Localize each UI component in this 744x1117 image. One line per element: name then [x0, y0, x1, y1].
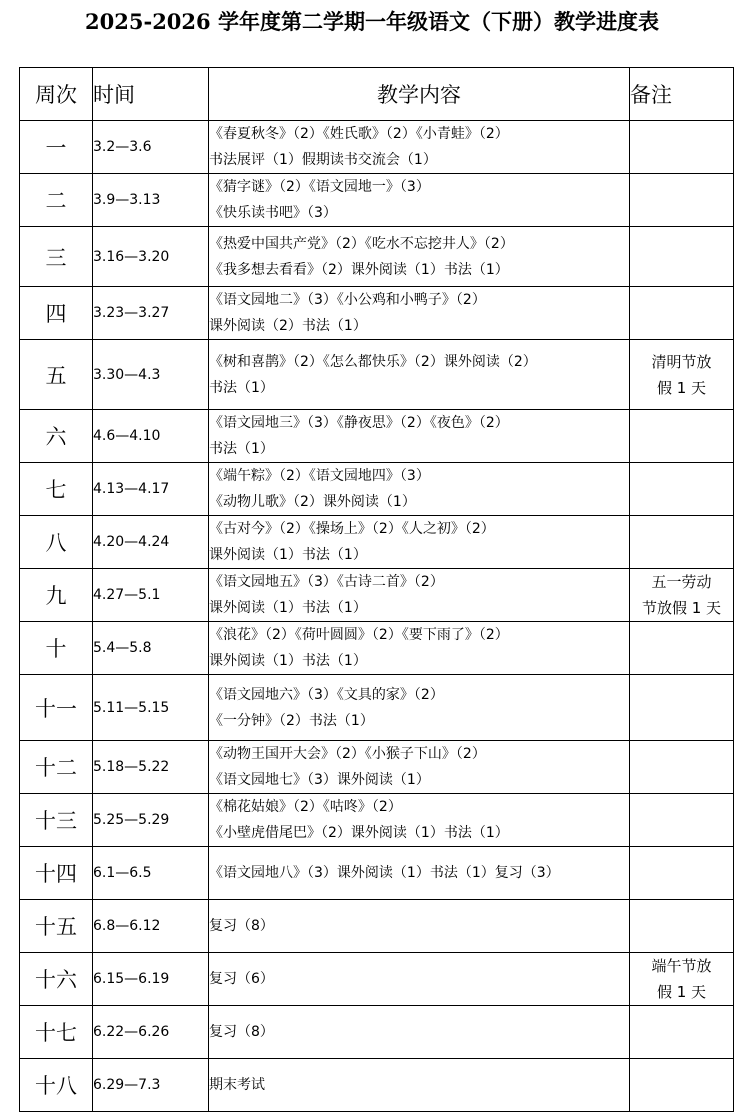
note-cell: [630, 741, 734, 794]
content-line: 《小壁虎借尾巴》（2）课外阅读（1）书法（1）: [209, 825, 509, 841]
week-cell: 七: [20, 463, 93, 516]
note-cell: [630, 463, 734, 516]
content-cell: [209, 847, 630, 900]
note-cell: [630, 227, 734, 287]
header-week: 周次: [20, 68, 93, 121]
content-line: 《古对今》（2）《操场上》（2）《人之初》（2）: [209, 521, 495, 537]
time-cell: 6.22—6.26: [93, 1006, 209, 1059]
time-cell: 5.18—5.22: [93, 741, 209, 794]
table-row: [20, 287, 734, 340]
note-line: 清明节放: [651, 352, 712, 371]
content-cell: [209, 675, 630, 741]
content-line: 《端午粽》（2）《语文园地四》（3）: [209, 468, 430, 484]
week-cell: 十: [20, 622, 93, 675]
content-cell: [209, 794, 630, 847]
header-row: [20, 68, 734, 121]
table-row: [20, 410, 734, 463]
content-cell: [209, 227, 630, 287]
content-cell: [209, 121, 630, 174]
week-cell: 一: [20, 121, 93, 174]
content-line: 《快乐读书吧》（3）: [209, 205, 337, 221]
time-cell: 5.25—5.29: [93, 794, 209, 847]
table-row: [20, 569, 734, 622]
time-cell: 4.6—4.10: [93, 410, 209, 463]
table-row: [20, 1059, 734, 1112]
time-cell: 4.13—4.17: [93, 463, 209, 516]
header-content: 教学内容: [209, 68, 630, 121]
content-line: 《一分钟》（2）书法（1）: [209, 712, 374, 729]
time-cell: 4.20—4.24: [93, 516, 209, 569]
note-cell: [630, 675, 734, 741]
note-line: 五一劳动: [651, 573, 712, 591]
table-row: [20, 847, 734, 900]
time-cell: 3.9—3.13: [93, 174, 209, 227]
content-line: 《棉花姑娘》（2）《咕咚》（2）: [209, 799, 402, 815]
content-line: 复习（8）: [209, 1024, 274, 1040]
content-line: 《浪花》（2）《荷叶圆圆》（2）《要下雨了》（2）: [209, 627, 509, 643]
table-row: [20, 516, 734, 569]
time-cell: 6.15—6.19: [93, 953, 209, 1006]
week-cell: 九: [20, 569, 93, 622]
week-cell: 十六: [20, 953, 93, 1006]
table-row: [20, 622, 734, 675]
table-row: [20, 1006, 734, 1059]
schedule-table: [19, 67, 734, 1112]
table-row: [20, 741, 734, 794]
table-row: [20, 794, 734, 847]
content-line: 书法（1）: [209, 441, 274, 457]
content-line: 《语文园地八》（3）课外阅读（1）书法（1）复习（3）: [209, 865, 560, 881]
time-cell: 3.23—3.27: [93, 287, 209, 340]
note-cell: [630, 900, 734, 953]
content-cell: [209, 569, 630, 622]
week-cell: 四: [20, 287, 93, 340]
week-cell: 六: [20, 410, 93, 463]
week-cell: 十八: [20, 1059, 93, 1112]
week-cell: 三: [20, 227, 93, 287]
header-note: 备注: [630, 68, 734, 121]
week-cell: 十一: [20, 675, 93, 741]
content-cell: [209, 953, 630, 1006]
content-line: 期末考试: [209, 1077, 265, 1093]
note-cell: [630, 953, 734, 1006]
note-cell: [630, 287, 734, 340]
content-line: 课外阅读（2）书法（1）: [209, 318, 367, 334]
content-cell: [209, 1059, 630, 1112]
content-cell: [209, 516, 630, 569]
content-line: 课外阅读（1）书法（1）: [209, 547, 367, 563]
content-cell: [209, 410, 630, 463]
note-cell: [630, 1059, 734, 1112]
content-cell: [209, 340, 630, 410]
note-cell: [630, 410, 734, 463]
content-line: 复习（8）: [209, 918, 274, 934]
note-line: 端午节放: [651, 957, 712, 975]
content-cell: [209, 741, 630, 794]
content-cell: [209, 1006, 630, 1059]
time-cell: 4.27—5.1: [93, 569, 209, 622]
content-line: 书法展评（1）假期读书交流会（1）: [209, 152, 437, 168]
table-row: [20, 463, 734, 516]
content-line: 《春夏秋冬》（2）《姓氏歌》（2）《小青蛙》（2）: [209, 126, 509, 142]
note-line: 假 1 天: [656, 378, 707, 397]
note-cell: [630, 622, 734, 675]
time-cell: 6.29—7.3: [93, 1059, 209, 1112]
content-cell: [209, 287, 630, 340]
table-row: [20, 900, 734, 953]
content-cell: [209, 463, 630, 516]
content-line: 《我多想去看看》（2）课外阅读（1）书法（1）: [209, 261, 509, 278]
table-row: [20, 121, 734, 174]
time-cell: 3.16—3.20: [93, 227, 209, 287]
content-cell: [209, 622, 630, 675]
table-row: [20, 227, 734, 287]
note-cell: [630, 174, 734, 227]
week-cell: 十五: [20, 900, 93, 953]
week-cell: 八: [20, 516, 93, 569]
note-cell: [630, 847, 734, 900]
week-cell: 十七: [20, 1006, 93, 1059]
time-cell: 6.1—6.5: [93, 847, 209, 900]
week-cell: 十四: [20, 847, 93, 900]
content-line: 《树和喜鹊》（2）《怎么都快乐》（2）课外阅读（2）: [209, 353, 537, 370]
table-row: [20, 174, 734, 227]
table-row: [20, 953, 734, 1006]
note-cell: [630, 121, 734, 174]
week-cell: 十三: [20, 794, 93, 847]
note-cell: [630, 1006, 734, 1059]
time-cell: 3.2—3.6: [93, 121, 209, 174]
week-cell: 十二: [20, 741, 93, 794]
note-cell: [630, 516, 734, 569]
table-row: [20, 340, 734, 410]
content-line: 《动物王国开大会》（2）《小猴子下山》（2）: [209, 746, 486, 762]
note-cell: [630, 569, 734, 622]
content-line: 《语文园地七》（3）课外阅读（1）: [209, 772, 430, 788]
time-cell: 5.11—5.15: [93, 675, 209, 741]
week-cell: 二: [20, 174, 93, 227]
content-line: 课外阅读（1）书法（1）: [209, 600, 367, 616]
header-time: 时间: [93, 68, 209, 121]
time-cell: 3.30—4.3: [93, 340, 209, 410]
note-line: 假 1 天: [656, 983, 707, 1001]
note-cell: [630, 340, 734, 410]
content-cell: [209, 900, 630, 953]
content-line: 《热爱中国共产党》（2）《吃水不忘挖井人》（2）: [209, 235, 514, 252]
content-line: 《语文园地五》（3）《古诗二首》（2）: [209, 574, 444, 590]
content-line: 《语文园地六》（3）《文具的家》（2）: [209, 686, 444, 703]
content-cell: [209, 174, 630, 227]
content-line: 书法（1）: [209, 379, 274, 396]
time-cell: 5.4—5.8: [93, 622, 209, 675]
time-cell: 6.8—6.12: [93, 900, 209, 953]
page-title: 2025-2026 学年度第二学期一年级语文（下册）教学进度表: [85, 9, 659, 34]
schedule-body: [20, 121, 734, 1112]
content-line: 《动物儿歌》（2）课外阅读（1）: [209, 494, 416, 510]
content-line: 《猜字谜》（2）《语文园地一》（3）: [209, 179, 430, 195]
content-line: 课外阅读（1）书法（1）: [209, 653, 367, 669]
table-row: [20, 675, 734, 741]
content-line: 复习（6）: [209, 971, 274, 987]
week-cell: 五: [20, 340, 93, 410]
content-line: 《语文园地三》（3）《静夜思》（2）《夜色》（2）: [209, 415, 509, 431]
note-cell: [630, 794, 734, 847]
note-line: 节放假 1 天: [641, 599, 722, 617]
content-line: 《语文园地二》（3）《小公鸡和小鸭子》（2）: [209, 292, 486, 308]
